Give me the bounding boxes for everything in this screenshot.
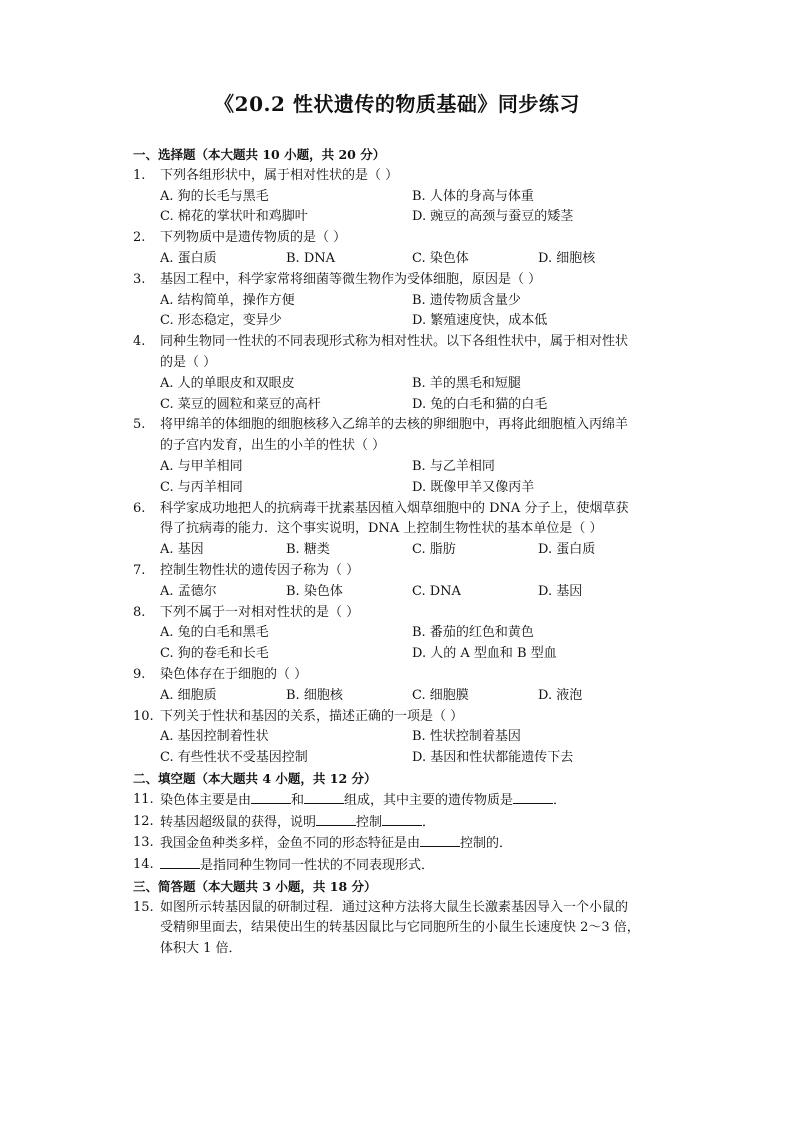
question-7 <box>133 561 673 603</box>
question-number: 12. <box>133 813 154 829</box>
question-11 <box>133 790 673 812</box>
answer-option[interactable]: C. 有些性状不受基因控制 <box>160 750 308 766</box>
multiple-choice-list <box>133 166 673 769</box>
question-4 <box>133 332 673 415</box>
answer-option[interactable]: D. 人的 A 型血和 B 型血 <box>412 646 557 662</box>
question-2 <box>133 228 673 270</box>
answer-option[interactable]: D. 既像甲羊又像丙羊 <box>412 479 535 495</box>
answer-option[interactable]: A. 结构简单，操作方便 <box>160 292 295 308</box>
question-number: 10. <box>133 708 154 724</box>
question-number: 15. <box>133 899 154 915</box>
answer-option[interactable]: A. 蛋白质 <box>160 250 217 266</box>
question-13 <box>133 833 673 855</box>
answer-blank[interactable] <box>420 833 460 847</box>
answer-options <box>133 623 673 665</box>
question-text: ． <box>553 792 567 808</box>
answer-options <box>133 291 673 333</box>
question-6 <box>133 499 673 561</box>
question-12 <box>133 812 673 834</box>
question-stem-line: 受精卵里面去，结果使出生的转基因鼠比与它同胞所生的小鼠生长速度快 2～3 倍， <box>160 920 640 936</box>
answer-options <box>133 540 673 561</box>
question-10 <box>133 707 673 769</box>
answer-option[interactable]: B. 遗传物质含量少 <box>412 292 521 308</box>
answer-option[interactable]: C. 染色体 <box>412 250 469 266</box>
answer-options <box>133 374 673 416</box>
question-text: 和 <box>291 792 305 808</box>
question-number: 1. <box>133 167 146 183</box>
answer-option[interactable]: D. 繁殖速度快，成本低 <box>412 313 548 329</box>
question-number: 11. <box>133 791 154 807</box>
answer-options <box>133 582 673 603</box>
question-stem-line: 控制生物性状的遗传因子称为（ ） <box>160 562 360 578</box>
question-text: 组成，其中主要的遗传物质是 <box>344 792 514 808</box>
question-5 <box>133 415 673 498</box>
answer-blank[interactable] <box>316 812 356 826</box>
section-heading-choice: 一、选择题（本大题共 10 小题，共 20 分） <box>133 147 386 162</box>
answer-option[interactable]: A. 兔的白毛和黑毛 <box>160 625 269 641</box>
question-stem-line: 下列不属于一对相对性状的是（ ） <box>160 604 360 620</box>
answer-option[interactable]: C. 菜豆的圆粒和菜豆的高杆 <box>160 396 321 412</box>
question-stem-line: 得了抗病毒的能力．这个事实说明，DNA 上控制生物性状的基本单位是（ ） <box>160 521 603 537</box>
question-number: 3. <box>133 271 146 287</box>
answer-option[interactable]: B. 人体的身高与体重 <box>412 188 534 204</box>
question-stem-line: 下列各组形状中，属于相对性状的是（ ） <box>160 167 399 183</box>
question-text: ． <box>422 814 436 830</box>
question-number: 2. <box>133 230 146 246</box>
answer-blank[interactable] <box>251 790 291 804</box>
question-1 <box>133 166 673 228</box>
question-stem-line: 体积大 1 倍． <box>160 941 242 957</box>
answer-options <box>133 457 673 499</box>
answer-option[interactable]: D. 兔的白毛和猫的白毛 <box>412 396 548 412</box>
question-stem-line: 科学家成功地把人的抗病毒干扰素基因植入烟草细胞中的 DNA 分子上，使烟草获 <box>160 500 629 516</box>
question-number: 4. <box>133 334 146 350</box>
answer-blank[interactable] <box>304 790 344 804</box>
question-stem-line: 如图所示转基因鼠的研制过程．通过这种方法将大鼠生长激素基因导入一个小鼠的 <box>160 899 629 915</box>
answer-option[interactable]: C. 细胞膜 <box>412 687 469 703</box>
answer-option[interactable]: B. 与乙羊相同 <box>412 458 495 474</box>
answer-option[interactable]: A. 孟德尔 <box>160 583 217 599</box>
question-number: 5. <box>133 417 146 433</box>
question-text: 控制 <box>356 814 383 830</box>
answer-option[interactable]: C. 脂肪 <box>412 542 456 558</box>
answer-option[interactable]: C. 狗的卷毛和长毛 <box>160 646 269 662</box>
answer-option[interactable]: B. DNA <box>286 250 336 266</box>
question-number: 14. <box>133 857 154 873</box>
answer-option[interactable]: D. 蛋白质 <box>538 542 596 558</box>
answer-option[interactable]: D. 液泡 <box>538 687 583 703</box>
answer-blank[interactable] <box>513 790 553 804</box>
answer-option[interactable]: A. 狗的长毛与黑毛 <box>160 188 269 204</box>
answer-option[interactable]: C. 棉花的掌状叶和鸡脚叶 <box>160 209 308 225</box>
answer-options <box>133 249 673 270</box>
question-number: 8. <box>133 604 146 620</box>
question-number: 13. <box>133 835 154 851</box>
page-title: 《20.2 性状遗传的物质基础》同步练习 <box>214 92 580 116</box>
question-14 <box>133 855 673 877</box>
question-stem-line: 同种生物同一性状的不同表现形式称为相对性状。以下各组性状中，属于相对性状 <box>160 334 629 350</box>
answer-option[interactable]: A. 人的单眼皮和双眼皮 <box>160 375 295 391</box>
answer-option[interactable]: D. 基因 <box>538 583 583 599</box>
fill-in-list <box>133 790 673 877</box>
question-text: 染色体主要是由 <box>160 792 252 808</box>
answer-option[interactable]: C. DNA <box>412 583 461 599</box>
section-heading-fill: 二、填空题（本大题共 4 小题，共 12 分） <box>133 770 377 786</box>
answer-option[interactable]: B. 性状控制着基因 <box>412 729 521 745</box>
document-content <box>133 145 673 960</box>
question-8 <box>133 603 673 665</box>
question-text: 转基因超级鼠的获得，说明 <box>160 814 317 830</box>
answer-options <box>133 686 673 707</box>
answer-option[interactable]: B. 番茄的红色和黄色 <box>412 625 534 641</box>
question-stem-line: 基因工程中，科学家常将细菌等微生物作为受体细胞，原因是（ ） <box>160 271 542 287</box>
question-15 <box>133 898 673 960</box>
answer-option[interactable]: B. 细胞核 <box>286 687 343 703</box>
question-3 <box>133 270 673 332</box>
answer-option[interactable]: D. 细胞核 <box>538 250 596 266</box>
question-number: 6. <box>133 500 146 516</box>
answer-option[interactable]: A. 基因控制着性状 <box>160 729 269 745</box>
answer-option[interactable]: A. 细胞质 <box>160 687 217 703</box>
question-number: 7. <box>133 562 146 578</box>
question-stem-line: 将甲绵羊的体细胞的细胞核移入乙绵羊的去核的卵细胞中，再将此细胞植入丙绵羊 <box>160 417 629 433</box>
question-stem-line: 下列物质中是遗传物质的是（ ） <box>160 230 347 246</box>
question-text: 我国金鱼种类多样，金鱼不同的形态特征是由 <box>160 836 421 852</box>
answer-option[interactable]: A. 与甲羊相同 <box>160 458 243 474</box>
section-heading-short-answer: 三、简答题（本大题共 3 小题，共 18 分） <box>133 878 377 894</box>
question-stem-line: 下列关于性状和基因的关系，描述正确的一项是（ ） <box>160 708 464 724</box>
question-stem-line: 染色体存在于细胞的（ ） <box>160 666 308 682</box>
question-stem-line: 的是（ ） <box>160 354 217 370</box>
question-text: 控制的． <box>460 836 513 852</box>
answer-option[interactable]: C. 形态稳定，变异少 <box>160 313 282 329</box>
answer-option[interactable]: B. 染色体 <box>286 583 343 599</box>
question-stem-line: 的子宫内发育，出生的小羊的性状（ ） <box>160 438 386 454</box>
question-number: 9. <box>133 666 146 682</box>
answer-option[interactable]: D. 基因和性状都能遗传下去 <box>412 750 574 766</box>
answer-blank[interactable] <box>382 812 422 826</box>
question-9 <box>133 665 673 707</box>
answer-options <box>133 187 673 229</box>
question-text: 是指同种生物同一性状的不同表现形式． <box>200 858 435 874</box>
answer-blank[interactable] <box>160 855 200 869</box>
answer-options <box>133 727 673 769</box>
answer-option[interactable]: B. 糖类 <box>286 542 330 558</box>
answer-option[interactable]: A. 基因 <box>160 542 204 558</box>
answer-option[interactable]: B. 羊的黑毛和短腿 <box>412 375 521 391</box>
answer-option[interactable]: D. 豌豆的高颈与蚕豆的矮茎 <box>412 209 574 225</box>
answer-option[interactable]: C. 与丙羊相同 <box>160 479 243 495</box>
